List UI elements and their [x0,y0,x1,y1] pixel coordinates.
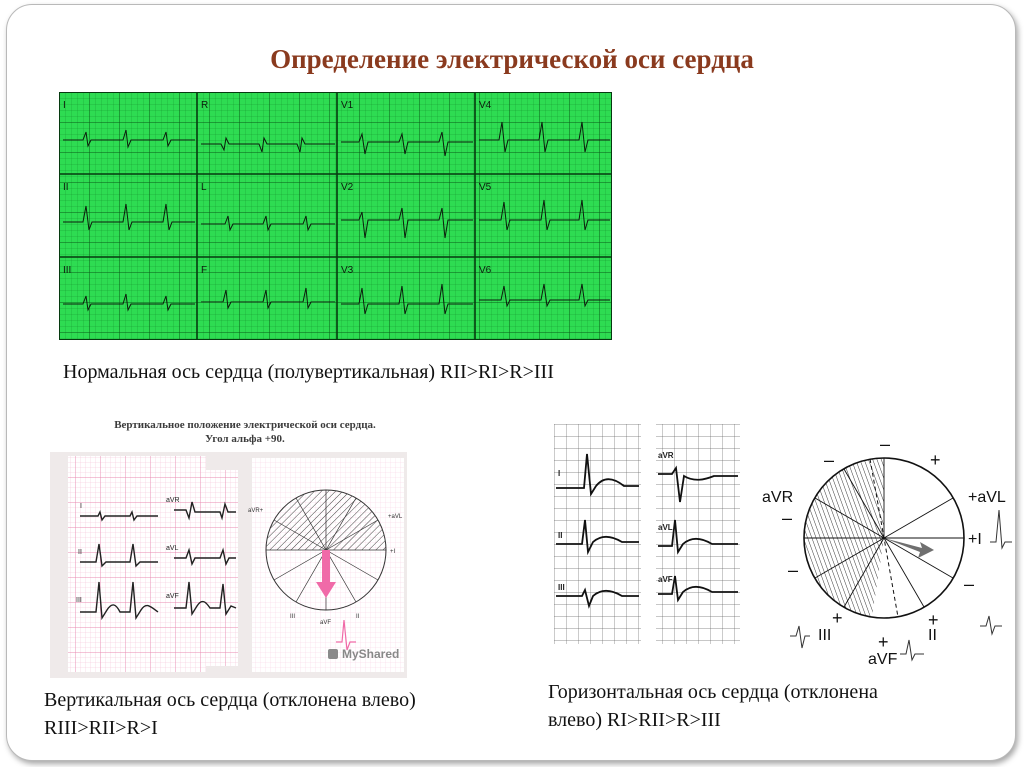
vertical-axis-heading [90,418,400,446]
lead-label: aVF [166,593,179,600]
circle-label-avf: aVF [868,651,898,668]
lead-label: aVL [658,523,673,532]
axis-arrow [884,538,934,558]
circle-label-avr: aVR+ [248,508,264,514]
svg-text:–: – [880,434,891,454]
caption-horizontal-line1: Горизонтальная ось сердца (отклонена [548,681,878,703]
caption-vertical-axis [44,686,416,742]
lead-label: I [558,469,561,478]
circle-label-avf: aVF [320,620,332,626]
lead-label: III [558,583,565,592]
lead-label: F [201,265,208,276]
circle-label-avl: +aVL [968,489,1006,506]
svg-text:+: + [832,608,843,628]
svg-text:–: – [782,508,793,528]
slide-title: Определение электрической оси сердца [270,44,754,74]
lead-label: V5 [479,182,492,193]
lead-label: I [63,100,66,111]
svg-text:–: – [964,574,975,594]
svg-text:–: – [788,560,799,580]
ecg-vertical-axis-figure [50,452,407,678]
lead-label: II [78,549,82,556]
lead-label: aVR [166,497,180,504]
circle-label-avr: aVR [762,489,794,506]
lead-label: R [201,100,209,111]
lead-label: III [63,265,72,276]
caption-vertical-line1: Вертикальная ось сердца (отклонена влево) [44,689,416,711]
circle-label-i: +I [968,531,982,548]
caption-vertical-line2: RIII>RII>R>I [44,717,158,739]
lead-label: I [80,503,82,510]
lead-label: II [558,531,563,540]
myshared-watermark: MyShared [342,647,400,661]
lead-label: V3 [341,265,354,276]
svg-text:+: + [878,632,889,652]
lead-label: V1 [341,100,354,111]
lead-label: III [76,597,82,604]
caption-normal-axis: Нормальная ось сердца (полувертикальная) RII>RI>R>III [63,361,554,383]
vertical-axis-heading-line2: Угол альфа +90. [205,433,285,445]
circle-label-avl: +aVL [388,514,403,520]
ecg-horizontal-axis-figure [554,424,1014,668]
lead-label: V4 [479,100,492,111]
lead-label: II [63,182,69,193]
mini-ecg-sample [990,510,1012,548]
lead-label: aVL [166,545,179,552]
circle-label-i: +I [390,549,396,555]
ecg-normal-axis-figure [59,92,612,340]
circle-label-ii: II [928,627,937,644]
svg-text:+: + [928,610,939,630]
circle-label-ii: II [356,614,360,620]
caption-horizontal-axis [548,678,878,734]
lead-label: V2 [341,182,354,193]
myshared-logo-icon [328,649,338,659]
lead-label: V6 [479,265,492,276]
mini-ecg-sample [790,626,810,648]
svg-text:+: + [930,450,941,470]
vertical-axis-heading-line1: Вертикальное положение электрической оси сердца. [114,419,376,431]
lead-label: aVR [658,451,674,460]
circle-label-iii: III [818,627,832,644]
lead-label: aVF [658,575,673,584]
circle-label-iii: III [290,614,296,620]
svg-text:–: – [824,450,835,470]
lead-label: L [201,182,207,193]
mini-ecg-sample [900,640,924,660]
caption-horizontal-line2: влево) RI>RII>R>III [548,709,721,731]
mini-ecg-sample [980,616,1002,634]
